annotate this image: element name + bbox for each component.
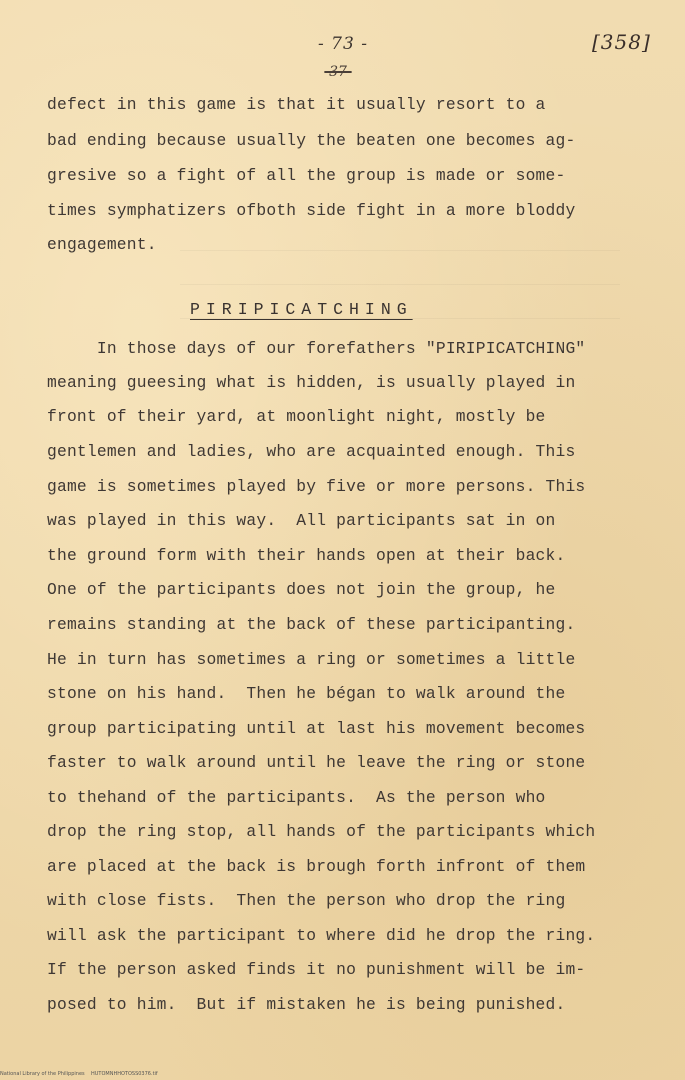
text-line: will ask the participant to where did he drop the ring. <box>47 926 596 945</box>
text-line: the ground form with their hands open at their back. <box>47 546 566 565</box>
text-line: engagement. <box>47 235 157 254</box>
text-line: to thehand of the participants. As the person who <box>47 788 546 807</box>
page-number: - 73 - <box>318 34 368 54</box>
text-line: gresive so a fight of all the group is made or some- <box>47 166 566 185</box>
text-line: are placed at the back is brough forth infront of them <box>47 857 586 876</box>
text-line: stone on his hand. Then he bégan to walk around the <box>47 684 566 703</box>
text-line: group participating until at last his movement becomes <box>47 719 586 738</box>
text-line: posed to him. But if mistaken he is being punished. <box>47 995 566 1014</box>
text-line: faster to walk around until he leave the ring or stone <box>47 753 586 772</box>
text-line: game is sometimes played by five or more persons. This <box>47 477 586 496</box>
text-line: times symphatizers ofboth side fight in a more bloddy <box>47 201 576 220</box>
text-line: was played in this way. All participants sat in on <box>47 511 556 530</box>
text-line: In those days of our forefathers "PIRIPICATCHING" <box>47 339 586 358</box>
text-line: One of the participants does not join the group, he <box>47 580 556 599</box>
section-heading: PIRIPICATCHING <box>190 300 413 319</box>
text-line: drop the ring stop, all hands of the participants which <box>47 822 596 841</box>
text-line: He in turn has sometimes a ring or sometimes a little <box>47 650 576 669</box>
text-line: If the person asked finds it no punishment will be im- <box>47 960 586 979</box>
text-line: bad ending because usually the beaten one becomes ag- <box>47 131 576 150</box>
text-line: gentlemen and ladies, who are acquainted enough. This <box>47 442 576 461</box>
text-line: defect in this game is that it usually resort to a <box>47 95 546 114</box>
text-line: with close fists. Then the person who drop the ring <box>47 891 566 910</box>
text-line: remains standing at the back of these participanting. <box>47 615 576 634</box>
text-line: front of their yard, at moonlight night, mostly be <box>47 407 546 426</box>
scan-footer-credit: National Library of the Philippines HUTOMNHHOTOSS0376.tif <box>0 1071 158 1077</box>
text-line: meaning gueesing what is hidden, is usually played in <box>47 373 576 392</box>
archive-number: [358] <box>592 30 651 54</box>
struck-page-number: -37- <box>324 64 352 80</box>
